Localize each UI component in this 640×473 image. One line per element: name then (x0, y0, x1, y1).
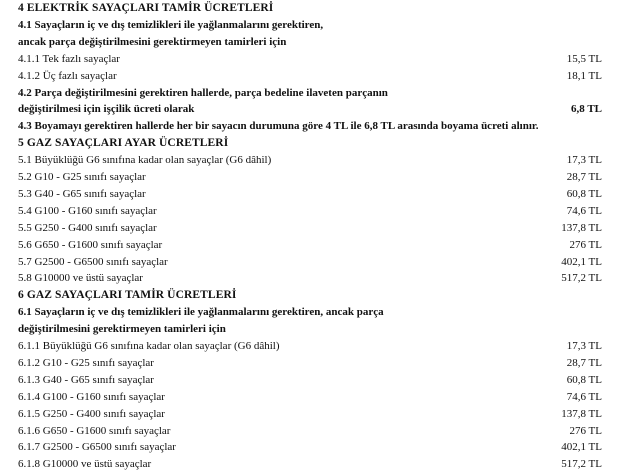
row-text: değiştirilmesini gerektirmeyen tamirleri için (18, 323, 226, 336)
tariff-row (0, 67, 640, 85)
tariff-row (0, 50, 640, 68)
row-text: 5.7 G2500 - G6500 sınıfı sayaçlar (18, 255, 168, 268)
tariff-row (0, 151, 640, 169)
row-text: ancak parça değiştirilmesini gerektirmeyen tamirleri için (18, 35, 287, 48)
row-price: 517,2 TL (561, 458, 602, 471)
tariff-row (0, 320, 640, 338)
row-text: 5.2 G10 - G25 sınıfı sayaçlar (18, 171, 146, 183)
row-price: 60,8 TL (566, 373, 602, 386)
row-text: 5 GAZ SAYAÇLARI AYAR ÜCRETLERİ (18, 137, 229, 150)
tariff-row (0, 371, 640, 389)
row-text: 6.1 Sayaçların iç ve dış temizlikleri ile yağlanmalarını gerektiren, ancak parça (18, 306, 384, 319)
row-price: 276 TL (569, 238, 602, 251)
row-text: 6 GAZ SAYAÇLARI TAMİR ÜCRETLERİ (18, 289, 237, 302)
row-price: 15,5 TL (566, 52, 602, 65)
row-price: 28,7 TL (566, 356, 602, 369)
row-text: 4.3 Boyamayı gerektiren hallerde her bir sayacın durumuna göre 4 TL ile 6,8 TL arasında boyama ücreti alınır. (18, 120, 539, 133)
row-text: 5.3 G40 - G65 sınıfı sayaçlar (18, 187, 146, 200)
row-price: 17,3 TL (566, 340, 602, 352)
tariff-row (0, 438, 640, 456)
row-text: 6.1.5 G250 - G400 sınıfı sayaçlar (18, 407, 165, 420)
row-text: 5.8 G10000 ve üstü sayaçlar (18, 272, 143, 285)
row-text: 6.1.7 G2500 - G6500 sınıfı sayaçlar (18, 441, 176, 454)
row-text: 4.2 Parça değiştirilmesini gerektiren hallerde, parça bedeline ilaveten parçanın (18, 86, 388, 99)
tariff-row (0, 236, 640, 254)
tariff-row (0, 455, 640, 473)
tariff-row (0, 84, 640, 102)
row-price: 276 TL (569, 424, 602, 437)
tariff-row (0, 303, 640, 321)
tariff-row (0, 269, 640, 287)
tariff-row (0, 33, 640, 51)
row-text: 4.1.2 Üç fazlı sayaçlar (18, 69, 117, 82)
row-text: 6.1.8 G10000 ve üstü sayaçlar (18, 458, 152, 471)
row-price: 402,1 TL (561, 255, 602, 268)
tariff-row (0, 16, 640, 34)
tariff-row (0, 168, 640, 186)
row-price: 18,1 TL (566, 69, 602, 82)
row-price: 137,8 TL (561, 221, 602, 234)
tariff-row (0, 219, 640, 237)
tariff-row (0, 405, 640, 423)
row-text: 5.5 G250 - G400 sınıfı sayaçlar (18, 221, 157, 234)
row-text: 4 ELEKTRİK SAYAÇLARI TAMİR ÜCRETLERİ (18, 2, 274, 14)
tariff-row (0, 422, 640, 440)
row-price: 402,1 TL (561, 441, 602, 454)
tariff-row (0, 388, 640, 406)
row-text: 5.1 Büyüklüğü G6 sınıfına kadar olan sayaçlar (G6 dâhil) (18, 154, 272, 167)
row-text: 6.1.1 Büyüklüğü G6 sınıfına kadar olan sayaçlar (G6 dâhil) (18, 340, 280, 352)
tariff-row (0, 185, 640, 203)
row-price: 517,2 TL (561, 272, 602, 285)
tariff-row (0, 354, 640, 372)
section-heading (0, 286, 640, 304)
section-heading (0, 134, 640, 152)
row-price: 28,7 TL (566, 171, 602, 183)
row-text: 5.6 G650 - G1600 sınıfı sayaçlar (18, 238, 163, 251)
row-text: 6.1.6 G650 - G1600 sınıfı sayaçlar (18, 424, 171, 437)
row-text: 5.4 G100 - G160 sınıfı sayaçlar (18, 204, 157, 217)
row-text: 4.1 Sayaçların iç ve dış temizlikleri ile yağlanmalarını gerektiren, (18, 18, 324, 31)
tariff-row (0, 100, 640, 118)
row-text: 4.1.1 Tek fazlı sayaçlar (18, 52, 120, 65)
row-price: 17,3 TL (566, 154, 602, 167)
tariff-row (0, 337, 640, 355)
tariff-row (0, 253, 640, 271)
row-price: 60,8 TL (566, 187, 602, 200)
row-text: 6.1.3 G40 - G65 sınıfı sayaçlar (18, 373, 154, 386)
section-heading (0, 0, 640, 17)
row-price: 6,8 TL (571, 103, 602, 116)
row-price: 74,6 TL (566, 390, 602, 403)
row-text: 6.1.4 G100 - G160 sınıfı sayaçlar (18, 390, 165, 403)
row-text: 6.1.2 G10 - G25 sınıfı sayaçlar (18, 356, 154, 369)
tariff-row (0, 117, 640, 135)
row-text: değiştirilmesi için işçilik ücreti olarak (18, 103, 195, 116)
row-price: 137,8 TL (561, 407, 602, 420)
tariff-row (0, 202, 640, 220)
row-price: 74,6 TL (566, 204, 602, 217)
